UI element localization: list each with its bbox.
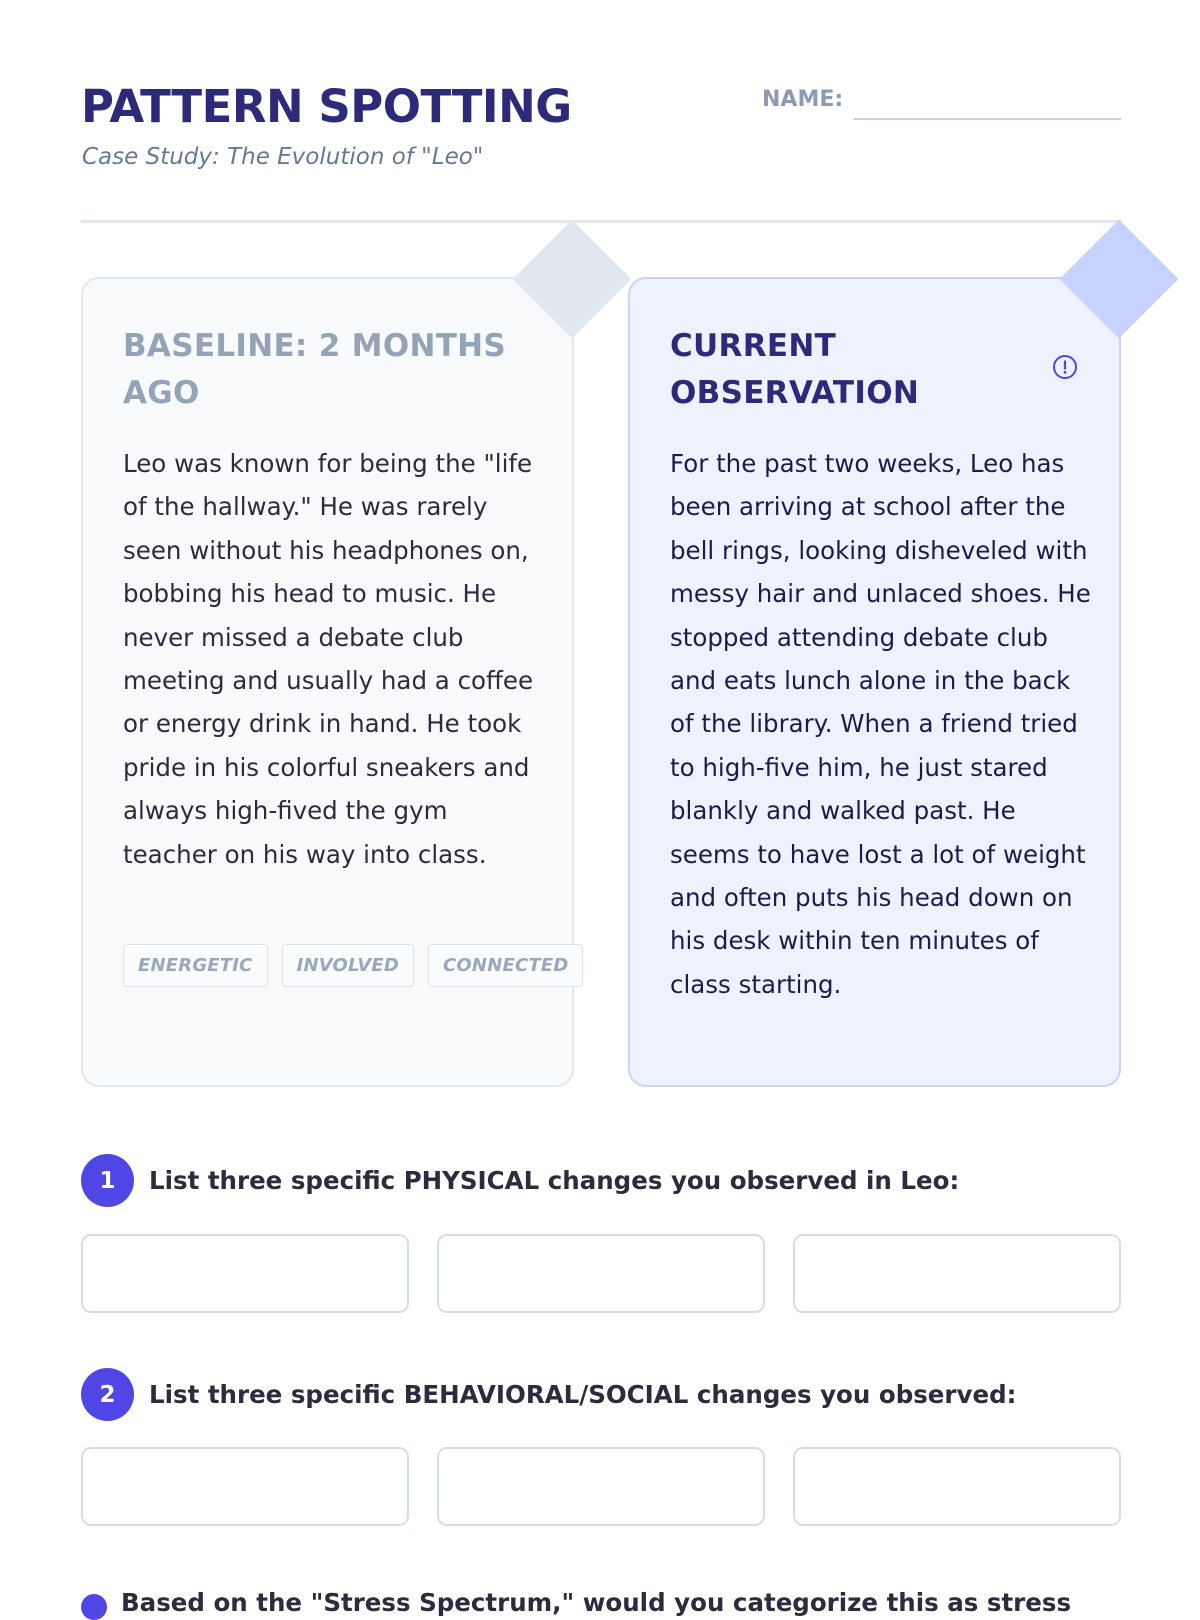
baseline-title-line1: BASELINE: 2 MONTHS	[123, 328, 507, 364]
card-corner-fold	[513, 220, 632, 339]
current-text: For the past two weeks, Leo has been arriving at school after the bell rings, looking disheveled with messy hair and unlaced shoes. He stopped attending debate club and eats lunch alone in the back of the library. When a friend tried to high-five him, he just stared blankly and walked past. He seems to have lost a lot of weight and often puts his head down on his desk within ten minutes of class starting.	[670, 449, 1091, 999]
question-3	[81, 1588, 1071, 1620]
question-number-badge: 1	[81, 1154, 134, 1207]
current-observation-card	[628, 277, 1121, 1087]
answer-box[interactable]	[81, 1234, 409, 1313]
baseline-title	[123, 323, 523, 417]
answer-box[interactable]	[81, 1447, 409, 1526]
tag-connected: CONNECTED	[428, 944, 583, 987]
current-title-line1: CURRENT	[670, 328, 837, 364]
card-corner-fold	[1060, 220, 1179, 339]
baseline-text: Leo was known for being the "life of the hallway." He was rarely seen without his headphones on, bobbing his head to music. He never missed a debate club meeting and usually had a coffee or energy drink in hand. He took pride in his colorful sneakers and always high-fived the gym teacher on his way into class.	[123, 449, 534, 869]
question-text: Based on the "Stress Spectrum," would you categorize this as stress	[121, 1588, 1072, 1617]
answer-box[interactable]	[793, 1234, 1121, 1313]
question-2-answers	[81, 1447, 1121, 1526]
tag-energetic: ENERGETIC	[123, 944, 268, 987]
header-divider	[81, 220, 1121, 223]
baseline-title-line2: AGO	[123, 375, 200, 411]
name-label: NAME:	[762, 87, 844, 112]
question-1	[81, 1154, 959, 1207]
answer-box[interactable]	[437, 1234, 765, 1313]
question-text: List three specific BEHAVIORAL/SOCIAL changes you observed:	[149, 1380, 1017, 1409]
baseline-card	[81, 277, 574, 1087]
page-subtitle: Case Study: The Evolution of "Leo"	[82, 144, 484, 170]
question-text: List three specific PHYSICAL changes you observed in Leo:	[149, 1166, 960, 1195]
question-number-badge	[81, 1594, 107, 1620]
question-2	[81, 1368, 1016, 1421]
question-number-badge: 2	[81, 1368, 134, 1421]
baseline-tags	[123, 944, 583, 987]
alert-circle-icon	[1052, 354, 1078, 380]
answer-box[interactable]	[793, 1447, 1121, 1526]
name-field[interactable]	[854, 118, 1121, 120]
tag-involved: INVOLVED	[282, 944, 414, 987]
current-title-line2: OBSERVATION	[670, 375, 920, 411]
current-title	[670, 323, 1070, 417]
answer-box[interactable]	[437, 1447, 765, 1526]
question-1-answers	[81, 1234, 1121, 1313]
page-title: PATTERN SPOTTING	[81, 80, 572, 133]
